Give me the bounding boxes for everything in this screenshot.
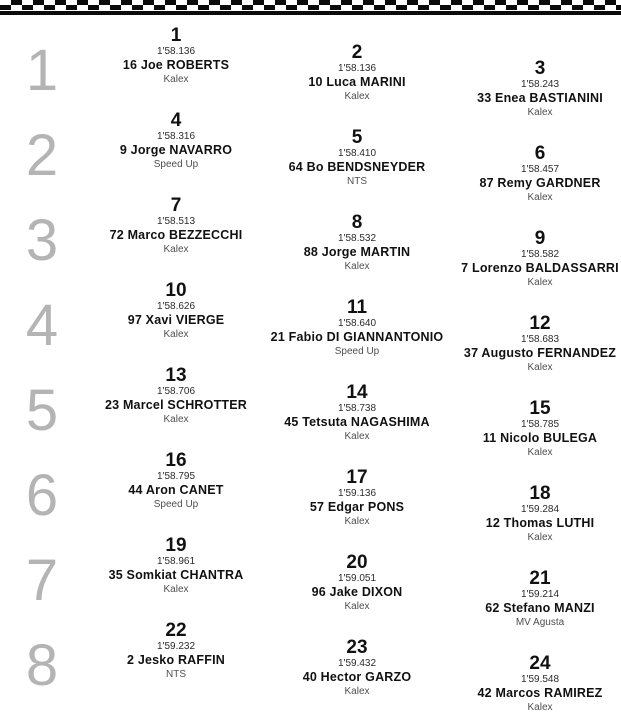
rider-name: 42 Marcos RAMIREZ: [477, 686, 603, 700]
bike-name: MV Agusta: [515, 617, 565, 628]
grid-entry: [76, 25, 276, 86]
position-number: 8: [351, 212, 363, 233]
position-number: 18: [529, 483, 551, 504]
bike-name: Speed Up: [334, 346, 380, 357]
lap-time: 1'58.785: [520, 419, 560, 430]
position-number: 10: [165, 280, 187, 301]
position-number: 11: [346, 297, 368, 318]
rider-name: 97 Xavi VIERGE: [127, 313, 225, 327]
position-number: 16: [165, 450, 187, 471]
rider-name: 11 Nicolo BULEGA: [482, 431, 598, 445]
rider-name: 40 Hector GARZO: [302, 670, 412, 684]
position-number: 20: [346, 552, 368, 573]
row-number: 3: [25, 208, 59, 273]
bike-name: Kalex: [527, 107, 553, 118]
bike-name: Kalex: [527, 362, 553, 373]
checkered-flag-border: [0, 0, 621, 10]
rider-name: 45 Tetsuta NAGASHIMA: [284, 415, 430, 429]
rider-name: 7 Lorenzo BALDASSARRI: [461, 261, 619, 275]
grid-row: [0, 280, 621, 373]
bike-name: Kalex: [344, 516, 370, 527]
rider-name: 64 Bo BENDSNEYDER: [288, 160, 426, 174]
bike-name: Kalex: [344, 431, 370, 442]
lap-time: 1'58.136: [156, 46, 196, 57]
lap-time: 1'59.284: [520, 504, 560, 515]
lap-time: 1'58.795: [156, 471, 196, 482]
lap-time: 1'59.548: [520, 674, 560, 685]
starting-grid: [0, 25, 621, 713]
grid-entry: [76, 450, 276, 511]
row-number: 4: [25, 293, 59, 358]
lap-time: 1'59.051: [337, 573, 377, 584]
grid-entry: [257, 42, 457, 103]
bike-name: NTS: [347, 176, 367, 187]
lap-time: 1'59.214: [520, 589, 560, 600]
position-number: 23: [346, 637, 368, 658]
bike-name: Kalex: [344, 91, 370, 102]
grid-row: [0, 110, 621, 203]
bike-name: Kalex: [163, 74, 189, 85]
lap-time: 1'58.683: [520, 334, 560, 345]
position-number: 15: [529, 398, 551, 419]
checkered-flag-bar: [0, 11, 621, 15]
position-number: 6: [534, 143, 546, 164]
bike-name: Kalex: [527, 277, 553, 288]
rider-name: 44 Aron CANET: [128, 483, 224, 497]
lap-time: 1'58.582: [520, 249, 560, 260]
grid-entry: [76, 535, 276, 596]
position-number: 12: [529, 313, 551, 334]
position-number: 4: [170, 110, 182, 131]
rider-name: 96 Jake DIXON: [311, 585, 403, 599]
position-number: 19: [165, 535, 187, 556]
rider-name: 2 Jesko RAFFIN: [127, 653, 225, 667]
rider-name: 57 Edgar PONS: [309, 500, 405, 514]
row-number: 8: [25, 633, 59, 698]
position-number: 13: [165, 365, 187, 386]
row-number: 6: [25, 463, 59, 528]
row-number: 7: [25, 548, 59, 613]
position-number: 9: [534, 228, 546, 249]
lap-time: 1'58.410: [337, 148, 377, 159]
bike-name: Kalex: [344, 601, 370, 612]
bike-name: Kalex: [527, 192, 553, 203]
bike-name: Speed Up: [153, 159, 199, 170]
lap-time: 1'58.640: [337, 318, 377, 329]
rider-name: 88 Jorge MARTIN: [303, 245, 411, 259]
rider-name: 21 Fabio DI GIANNANTONIO: [270, 330, 444, 344]
grid-entry: [76, 365, 276, 426]
lap-time: 1'59.432: [337, 658, 377, 669]
bike-name: Kalex: [527, 447, 553, 458]
lap-time: 1'58.706: [156, 386, 196, 397]
lap-time: 1'59.232: [156, 641, 196, 652]
position-number: 5: [351, 127, 363, 148]
grid-entry: [76, 280, 276, 341]
bike-name: Kalex: [527, 702, 553, 713]
grid-row: [0, 450, 621, 543]
grid-entry: [257, 212, 457, 273]
bike-name: Kalex: [163, 244, 189, 255]
grid-entry: [440, 653, 621, 714]
rider-name: 35 Somkiat CHANTRA: [108, 568, 244, 582]
position-number: 22: [165, 620, 187, 641]
rider-name: 62 Stefano MANZI: [485, 601, 595, 615]
rider-name: 37 Augusto FERNANDEZ: [463, 346, 617, 360]
position-number: 7: [170, 195, 182, 216]
rider-name: 16 Joe ROBERTS: [122, 58, 230, 72]
lap-time: 1'58.961: [156, 556, 196, 567]
lap-time: 1'58.626: [156, 301, 196, 312]
lap-time: 1'58.457: [520, 164, 560, 175]
grid-entry: [257, 127, 457, 188]
rider-name: 10 Luca MARINI: [308, 75, 406, 89]
lap-time: 1'58.513: [156, 216, 196, 227]
grid-entry: [76, 110, 276, 171]
lap-time: 1'58.532: [337, 233, 377, 244]
position-number: 24: [529, 653, 551, 674]
rider-name: 12 Thomas LUTHI: [485, 516, 595, 530]
grid-entry: [76, 195, 276, 256]
rider-name: 87 Remy GARDNER: [479, 176, 601, 190]
bike-name: Kalex: [163, 584, 189, 595]
lap-time: 1'59.136: [337, 488, 377, 499]
grid-entry: [76, 620, 276, 681]
position-number: 3: [534, 58, 546, 79]
position-number: 2: [351, 42, 363, 63]
grid-entry: [257, 467, 457, 528]
lap-time: 1'58.136: [337, 63, 377, 74]
bike-name: Speed Up: [153, 499, 199, 510]
rider-name: 33 Enea BASTIANINI: [477, 91, 603, 105]
row-number: 1: [25, 38, 59, 103]
bike-name: Kalex: [527, 532, 553, 543]
rider-name: 72 Marco BEZZECCHI: [109, 228, 243, 242]
position-number: 17: [346, 467, 368, 488]
rider-name: 9 Jorge NAVARRO: [119, 143, 233, 157]
bike-name: Kalex: [344, 261, 370, 272]
grid-entry: [257, 382, 457, 443]
position-number: 1: [170, 25, 182, 46]
bike-name: Kalex: [163, 329, 189, 340]
grid-entry: [257, 297, 457, 358]
bike-name: Kalex: [163, 414, 189, 425]
bike-name: Kalex: [344, 686, 370, 697]
bike-name: NTS: [166, 669, 186, 680]
grid-row: [0, 620, 621, 713]
lap-time: 1'58.316: [156, 131, 196, 142]
position-number: 14: [346, 382, 368, 403]
grid-row: [0, 365, 621, 458]
lap-time: 1'58.738: [337, 403, 377, 414]
position-number: 21: [529, 568, 551, 589]
grid-row: [0, 25, 621, 118]
grid-entry: [257, 552, 457, 613]
grid-entry: [257, 637, 457, 698]
grid-row: [0, 535, 621, 628]
row-number: 2: [25, 123, 59, 188]
rider-name: 23 Marcel SCHROTTER: [104, 398, 248, 412]
grid-row: [0, 195, 621, 288]
lap-time: 1'58.243: [520, 79, 560, 90]
row-number: 5: [25, 378, 59, 443]
